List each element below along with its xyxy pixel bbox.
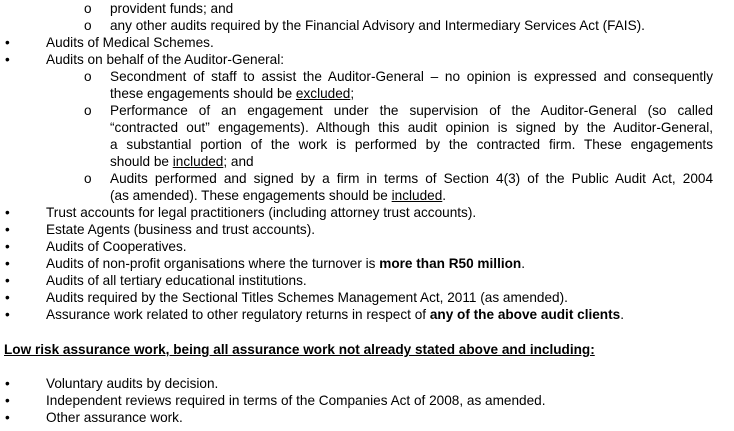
above-audit-clients: any of the above audit clients — [429, 307, 621, 322]
performance-line-2: “contracted out” engagements). Although this audit opinion is signed by the Auditor-General, — [110, 120, 713, 135]
bullet: • — [5, 273, 10, 288]
performance-line-1: Performance of an engagement under the supervision of the Auditor-General (so called — [110, 103, 713, 118]
bullet: • — [5, 205, 10, 220]
bullet: • — [5, 410, 10, 425]
included-underlined: included — [172, 154, 224, 169]
list-item-sectional-titles: Audits required by the Sectional Titles Schemes Management Act, 2011 (as amended). — [46, 290, 568, 305]
list-item-estate-agents: Estate Agents (business and trust accounts). — [46, 222, 316, 237]
sub-bullet: o — [84, 69, 92, 84]
sub-bullet: o — [84, 18, 92, 33]
sub-bullet: o — [84, 103, 92, 118]
list-item-auditor-general: Audits on behalf of the Auditor-General: — [46, 52, 285, 67]
sub-bullet: o — [84, 1, 92, 16]
secondment-line-2: these engagements should be excluded; — [110, 86, 355, 101]
secondment-line-1: Secondment of staff to assist the Auditor-General – no opinion is expressed and consequently — [110, 69, 713, 84]
performance-line-4: should be included; and — [110, 154, 254, 169]
included-underlined: included — [391, 188, 443, 203]
excluded-underlined: excluded — [295, 86, 351, 101]
list-item-voluntary-audits: Voluntary audits by decision. — [46, 376, 219, 391]
list-item-tertiary: Audits of all tertiary educational institutions. — [46, 273, 307, 288]
bullet: • — [5, 35, 10, 50]
section-line-2: (as amended). These engagements should be included. — [110, 188, 447, 203]
sub-bullet: o — [84, 171, 92, 186]
list-item-fais: any other audits required by the Financial Advisory and Intermediary Services Act (FAIS). — [110, 18, 645, 33]
list-item-assurance-work: Assurance work related to other regulatory returns in respect of any of the above audit clients. — [46, 307, 624, 322]
bullet: • — [5, 52, 10, 67]
bullet: • — [5, 376, 10, 391]
bullet: • — [5, 222, 10, 237]
bullet: • — [5, 256, 10, 271]
list-item-independent-reviews: Independent reviews required in terms of the Companies Act of 2008, as amended. — [46, 393, 546, 408]
list-item-non-profit: Audits of non-profit organisations where the turnover is more than R50 million. — [46, 256, 526, 271]
list-item-other-assurance: Other assurance work. — [46, 410, 183, 425]
bullet: • — [5, 393, 10, 408]
section-line-1: Audits performed and signed by a firm in terms of Section 4(3) of the Public Audit Act, 2004 — [110, 171, 713, 186]
bullet: • — [5, 290, 10, 305]
list-item-cooperatives: Audits of Cooperatives. — [46, 239, 187, 254]
list-item-trust-accounts: Trust accounts for legal practitioners (including attorney trust accounts). — [46, 205, 477, 220]
turnover-threshold: more than R50 million — [379, 256, 522, 271]
performance-line-3: a substantial portion of the work is performed by the contracted firm. These engagements — [110, 137, 713, 152]
list-item-provident-funds: provident funds; and — [110, 1, 234, 16]
bullet: • — [5, 239, 10, 254]
list-item-medical-schemes: Audits of Medical Schemes. — [46, 35, 214, 50]
low-risk-heading: Low risk assurance work, being all assurance work not already stated above and including: — [4, 342, 595, 357]
bullet: • — [5, 307, 10, 322]
